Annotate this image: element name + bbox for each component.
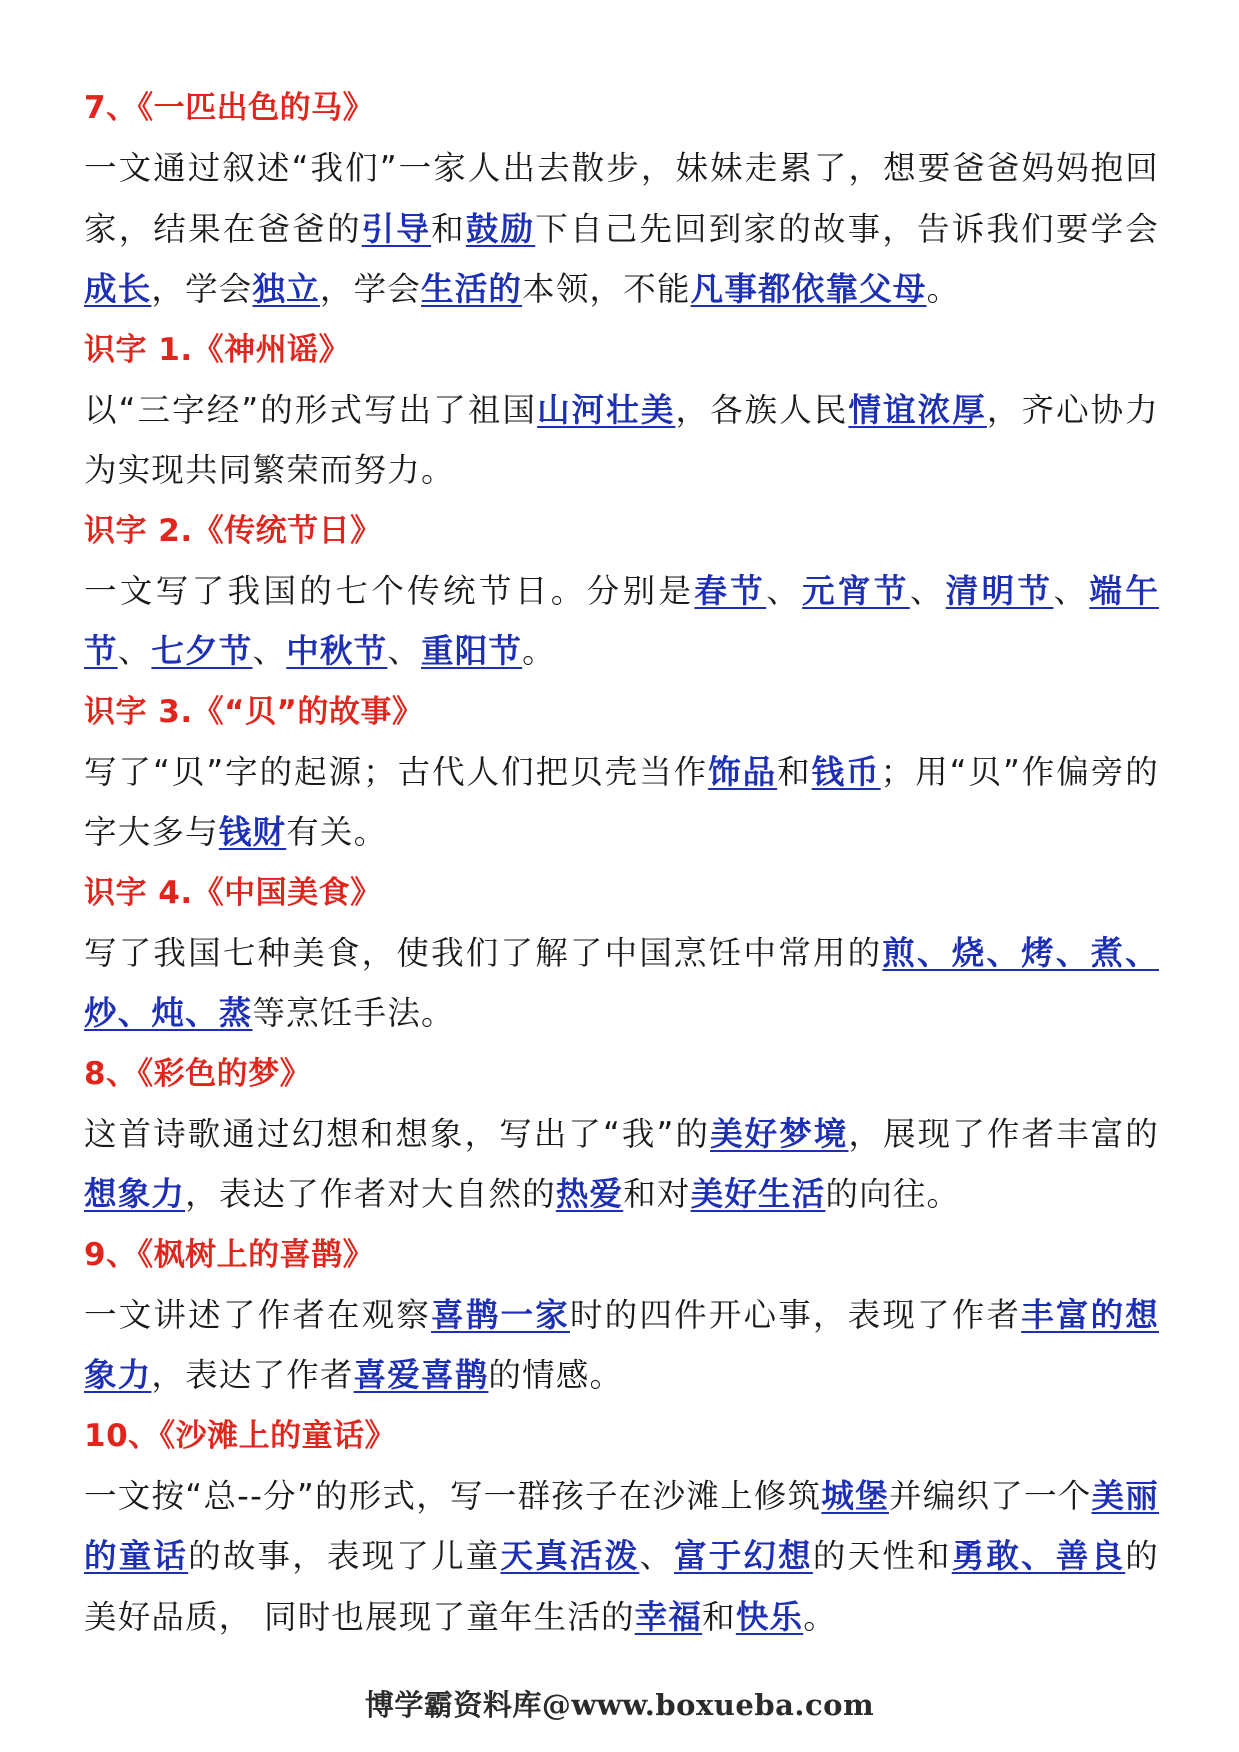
keyword-highlight: 天真活泼 xyxy=(500,1537,640,1575)
summary-text: 的故事，表现了儿童 xyxy=(188,1537,501,1575)
summary-text: 的天性和 xyxy=(812,1537,952,1575)
keyword-highlight: 鼓励 xyxy=(465,209,536,248)
lesson-section xyxy=(84,863,1159,1044)
summary-text: 这首诗歌通过幻想和想象，写出了“我”的 xyxy=(84,1114,711,1153)
lesson-section xyxy=(84,320,1159,501)
keyword-highlight: 成长 xyxy=(84,270,152,308)
keyword-highlight: 生活的 xyxy=(421,270,523,308)
keyword-highlight: 幸福 xyxy=(634,1597,703,1636)
keyword-highlight: 美好梦境 xyxy=(710,1114,849,1153)
summary-text: 、 xyxy=(766,571,803,610)
keyword-highlight: 钱财 xyxy=(218,813,287,851)
lesson-section xyxy=(84,1406,1159,1648)
lesson-summary xyxy=(84,561,1159,682)
keyword-highlight: 情谊浓厚 xyxy=(848,390,987,429)
summary-text: ，齐心协力为实现共同繁荣而努力。 xyxy=(84,390,1159,489)
summary-text: 一文按“总--分”的形式，写一群孩子在沙滩上修筑 xyxy=(84,1476,822,1515)
summary-text: 的美好品质， 同时也展现了童年生活的 xyxy=(84,1537,1159,1636)
lesson-summary xyxy=(84,1285,1159,1406)
watermark-footer: 博学霸资料库@www.boxueba.com xyxy=(364,1688,875,1722)
summary-text: 写了我国七种美食，使我们了解了中国烹饪中常用的 xyxy=(84,933,883,972)
summary-text: 、 xyxy=(117,632,152,670)
lesson-summary xyxy=(84,923,1159,1044)
lesson-heading: 识字 2.《传统节日》 xyxy=(84,512,382,549)
summary-text: ；用“贝”作偏旁的字大多与 xyxy=(84,752,1159,851)
keyword-highlight: 美好生活 xyxy=(690,1175,826,1213)
summary-text: ，学会 xyxy=(319,270,422,308)
keyword-highlight: 端午节 xyxy=(84,571,1159,670)
keyword-highlight: 清明节 xyxy=(945,571,1054,610)
keyword-highlight: 凡事都依靠父母 xyxy=(690,270,927,308)
document-body xyxy=(84,78,1159,1647)
summary-text: 有关。 xyxy=(286,813,388,851)
summary-text: 以“三字经”的形式写出了祖国 xyxy=(84,390,538,429)
summary-text: 、 xyxy=(909,571,946,610)
keyword-highlight: 饰品 xyxy=(708,752,778,791)
keyword-highlight: 喜鹊一家 xyxy=(431,1295,570,1334)
lesson-heading: 9、《枫树上的喜鹊》 xyxy=(84,1236,375,1273)
summary-text: 一文讲述了作者在观察 xyxy=(84,1295,432,1334)
summary-text: ，展现了作者丰富的 xyxy=(848,1114,1159,1153)
lesson-heading: 识字 4.《中国美食》 xyxy=(84,874,382,911)
lesson-section xyxy=(84,78,1159,320)
summary-text: 。 xyxy=(803,1597,837,1636)
keyword-highlight: 快乐 xyxy=(735,1597,804,1636)
keyword-highlight: 喜爱喜鹊 xyxy=(353,1356,489,1394)
lesson-section xyxy=(84,501,1159,682)
summary-text: 、 xyxy=(387,632,422,670)
keyword-highlight: 想象力 xyxy=(84,1175,186,1213)
lesson-heading: 8、《彩色的梦》 xyxy=(84,1055,312,1092)
lesson-section xyxy=(84,1044,1159,1225)
lesson-summary xyxy=(84,1466,1159,1648)
summary-text: 本领，不能 xyxy=(522,270,691,308)
summary-text: 、 xyxy=(639,1537,675,1575)
summary-text: ，表达了作者对大自然的 xyxy=(185,1175,556,1213)
keyword-highlight: 元宵节 xyxy=(802,571,910,610)
summary-text: 一文写了我国的七个传统节日。分别是 xyxy=(84,571,695,610)
keyword-highlight: 引导 xyxy=(361,209,432,248)
keyword-highlight: 钱币 xyxy=(811,752,881,791)
keyword-highlight: 山河壮美 xyxy=(537,390,676,429)
summary-text: 一文通过叙述“我们”一家人出去散步，妹妹走累了，想要爸爸妈妈抱回家，结果在爸爸的 xyxy=(84,149,1159,248)
summary-text: 的情感。 xyxy=(488,1356,624,1394)
lesson-heading: 识字 1.《神州谣》 xyxy=(84,331,351,368)
lesson-summary xyxy=(84,742,1159,863)
summary-text: 时的四件开心事，表现了作者 xyxy=(569,1295,1022,1334)
keyword-highlight: 独立 xyxy=(252,270,320,308)
keyword-highlight: 富于幻想 xyxy=(674,1537,813,1575)
keyword-highlight: 城堡 xyxy=(821,1476,889,1515)
lesson-summary xyxy=(84,380,1159,501)
lesson-heading: 识字 3.《“贝”的故事》 xyxy=(84,693,424,730)
keyword-highlight: 春节 xyxy=(694,571,767,610)
keyword-highlight: 中秋节 xyxy=(286,632,388,670)
summary-text: 和 xyxy=(777,752,812,791)
summary-text: 的向往。 xyxy=(825,1175,961,1213)
keyword-highlight: 丰富的想象力 xyxy=(84,1295,1159,1394)
summary-text: 并编织了一个 xyxy=(888,1476,1092,1515)
keyword-highlight: 七夕节 xyxy=(151,632,253,670)
summary-text: ，各族人民 xyxy=(675,390,849,429)
keyword-highlight: 煎、烧、烤、煮、炒、炖、蒸 xyxy=(84,933,1159,1032)
lesson-heading: 7、《一匹出色的马》 xyxy=(84,90,375,126)
summary-text: 、 xyxy=(1053,571,1090,610)
summary-text: 和 xyxy=(431,209,466,248)
summary-text: ，表达了作者 xyxy=(151,1356,354,1394)
lesson-summary xyxy=(84,1104,1159,1225)
summary-text: ，学会 xyxy=(151,270,253,308)
lesson-heading: 10、《沙滩上的童话》 xyxy=(84,1417,397,1454)
keyword-highlight: 重阳节 xyxy=(421,632,523,670)
summary-text: 。 xyxy=(522,632,556,670)
summary-text: 和对 xyxy=(623,1175,691,1213)
summary-text: 下自己先回到家的故事，告诉我们要学会 xyxy=(535,209,1159,248)
keyword-highlight: 热爱 xyxy=(555,1175,624,1213)
lesson-section xyxy=(84,1225,1159,1406)
lesson-summary xyxy=(84,138,1159,320)
summary-text: 和 xyxy=(702,1597,736,1636)
summary-text: 。 xyxy=(926,270,961,308)
lesson-section xyxy=(84,682,1159,863)
summary-text: 、 xyxy=(252,632,287,670)
summary-text: 等烹饪手法。 xyxy=(252,994,455,1032)
summary-text: 写了“贝”字的起源；古代人们把贝壳当作 xyxy=(84,752,709,791)
keyword-highlight: 勇敢、善良 xyxy=(951,1537,1126,1575)
keyword-highlight: 美丽的童话 xyxy=(84,1476,1159,1575)
